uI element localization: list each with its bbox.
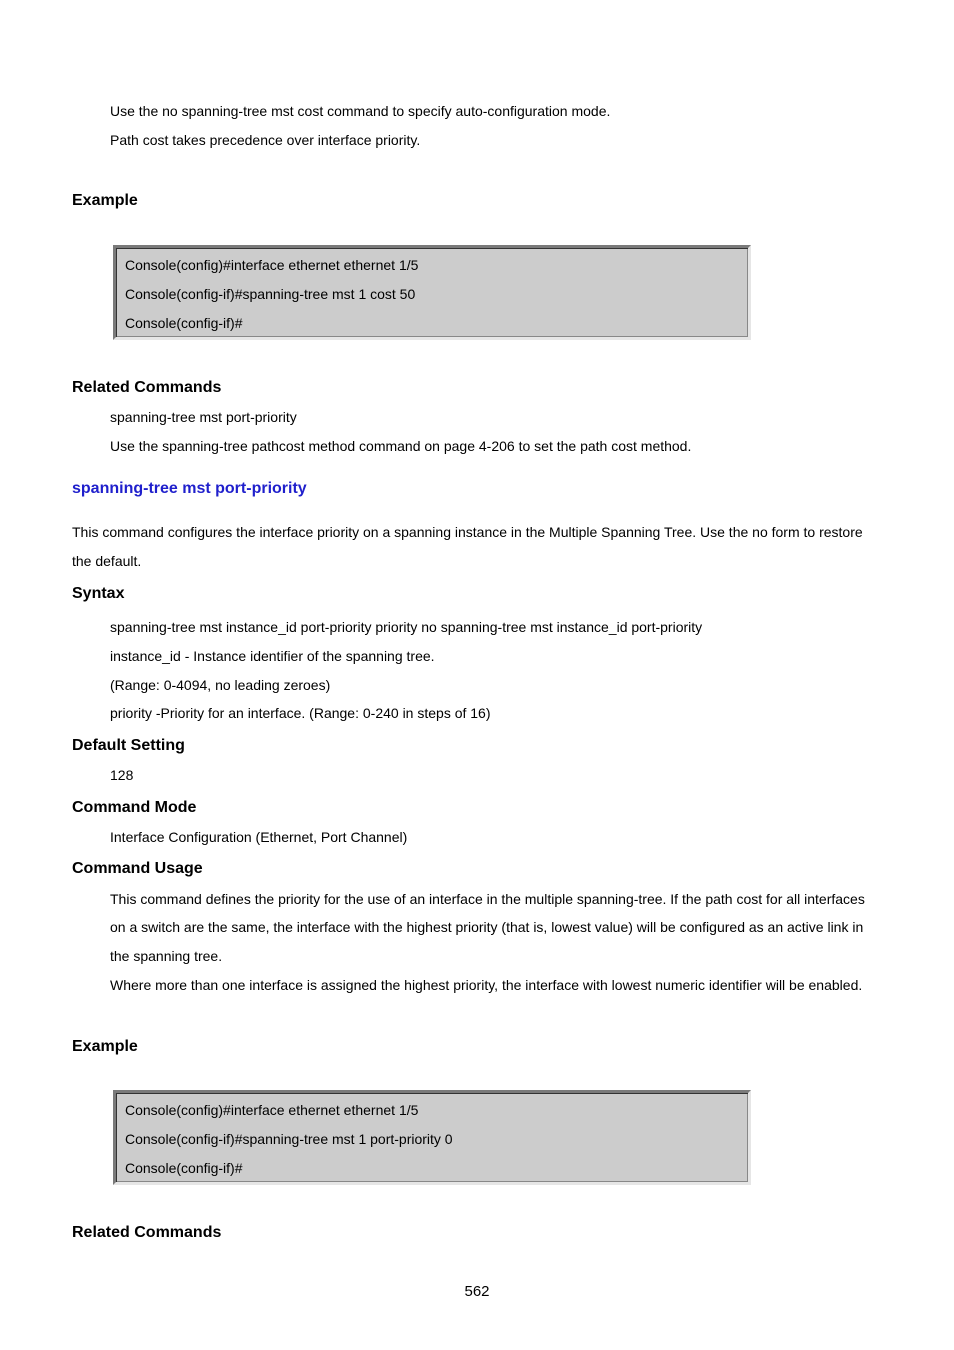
section-title: spanning-tree mst port-priority bbox=[72, 480, 307, 497]
syntax-line: spanning-tree mst instance_id port-priority priority no spanning-tree mst instance_id port-priority bbox=[110, 619, 703, 635]
related-commands-heading: Related Commands bbox=[72, 1224, 222, 1241]
intro-line-1: Use the no spanning-tree mst cost command to specify auto-configuration mode. bbox=[110, 103, 611, 119]
related-command-item: spanning-tree mst port-priority bbox=[110, 409, 297, 425]
syntax-line: (Range: 0-4094, no leading zeroes) bbox=[110, 677, 331, 693]
command-usage-heading: Command Usage bbox=[72, 860, 203, 877]
code-line: Console(config-if)#spanning-tree mst 1 cost 50 bbox=[125, 286, 416, 302]
example-heading: Example bbox=[72, 1038, 138, 1055]
page-number: 562 bbox=[464, 1283, 490, 1300]
code-block bbox=[113, 245, 751, 340]
code-line: Console(config-if)# bbox=[125, 1160, 243, 1176]
syntax-line: priority -Priority for an interface. (Range: 0-240 in steps of 16) bbox=[110, 705, 491, 721]
code-line: Console(config-if)#spanning-tree mst 1 port-priority 0 bbox=[125, 1131, 453, 1147]
code-line: Console(config)#interface ethernet ethernet 1/5 bbox=[125, 257, 419, 273]
section-description: This command configures the interface priority on a spanning instance in the Multiple Spanning Tree. Use the no form to restore bbox=[72, 524, 863, 540]
code-line: Console(config)#interface ethernet ethernet 1/5 bbox=[125, 1102, 419, 1118]
command-usage-line: This command defines the priority for the use of an interface in the multiple spanning-tree. If the path cost for all interfaces bbox=[110, 891, 865, 907]
command-usage-line: the spanning tree. bbox=[110, 948, 223, 964]
command-usage-line: Where more than one interface is assigned the highest priority, the interface with lowest numeric identifier will be enabled. bbox=[110, 977, 863, 993]
code-block bbox=[113, 1090, 751, 1185]
default-setting-value: 128 bbox=[110, 767, 134, 783]
syntax-line: instance_id - Instance identifier of the spanning tree. bbox=[110, 648, 435, 664]
command-mode-heading: Command Mode bbox=[72, 799, 197, 816]
related-commands-heading: Related Commands bbox=[72, 379, 222, 396]
syntax-heading: Syntax bbox=[72, 585, 125, 602]
command-usage-line: on a switch are the same, the interface with the highest priority (that is, lowest value) will be configured as an active link in bbox=[110, 919, 864, 935]
default-setting-heading: Default Setting bbox=[72, 737, 185, 754]
related-command-item: Use the spanning-tree pathcost method command on page 4-206 to set the path cost method. bbox=[110, 438, 692, 454]
example-heading: Example bbox=[72, 192, 138, 209]
section-description: the default. bbox=[72, 553, 142, 569]
code-line: Console(config-if)# bbox=[125, 315, 243, 331]
intro-line-2: Path cost takes precedence over interface priority. bbox=[110, 132, 421, 148]
command-mode-value: Interface Configuration (Ethernet, Port Channel) bbox=[110, 829, 408, 845]
